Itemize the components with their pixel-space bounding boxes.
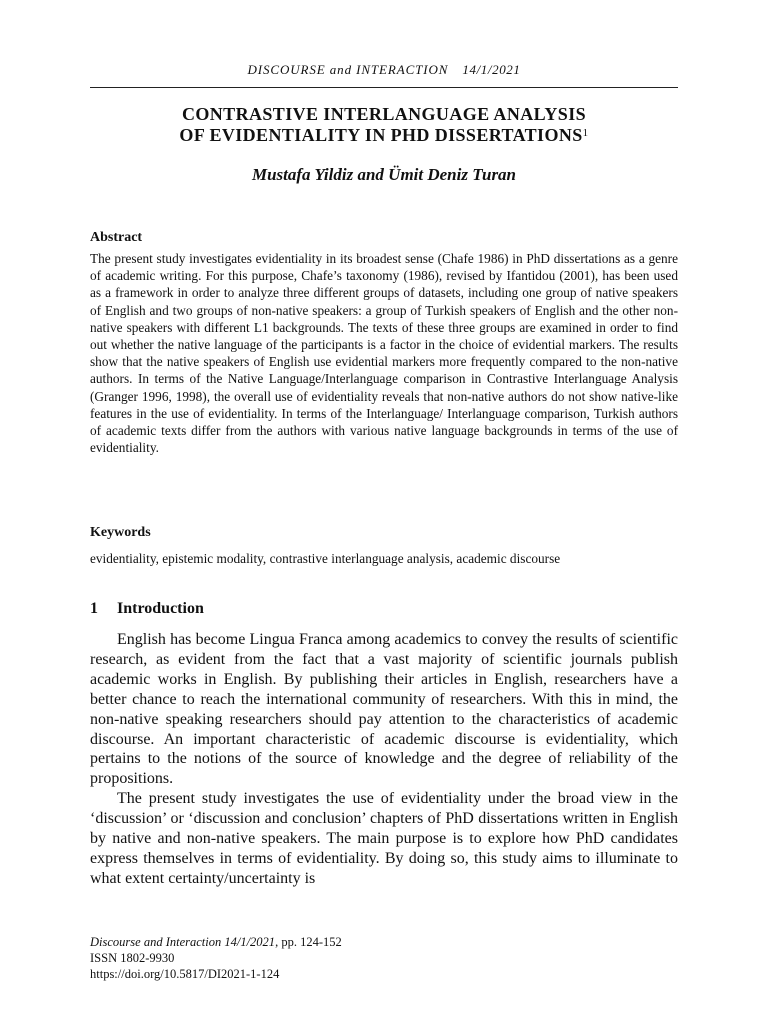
abstract-heading: Abstract bbox=[90, 230, 143, 245]
abstract-body: The present study investigates evidentiality in its broadest sense (Chafe 1986) in PhD dissertations as a genre of academic writing. For this purpose, Chafe’s taxonomy (1986), revised by Ifantidou (2001), has been used as a framework in order to analyze three different groups of datasets, including one group of native speakers of English and two groups of non-native speakers: a group of Turkish speakers of English and the other non-native speakers with different L1 backgrounds. The texts of these three groups are examined in order to find out whether the native language of the participants is a factor in the choice of evidential markers. The results show that the native speakers of English use evidential markers more frequently compared to the non-native authors. In terms of the Native Language/Interlanguage comparison in Contrastive Interlanguage Analysis (Granger 1996, 1998), the overall use of evidentiality reveals that non-native authors do not show native-like features in the use of evidentiality. In terms of the Interlanguage/ Interlanguage comparison, Turkish authors of academic texts differ from the authors with various native language backgrounds in terms of the use of evidentiality. bbox=[90, 251, 678, 456]
intro-paragraph-2: The present study investigates the use of evidentiality under the broad view in the ‘discussion’ or ‘discussion and conclusion’ chapters of PhD dissertations written in English by native and non-native speakers. The main purpose is to explore how PhD candidates express themselves in terms of evidentiality. By doing so, this study aims to illuminate to what extent certainty/uncertainty is bbox=[90, 790, 678, 887]
section-heading-introduction bbox=[90, 600, 204, 618]
header-rule bbox=[90, 87, 678, 88]
keywords-heading: Keywords bbox=[90, 525, 151, 540]
running-head-issue: 14/1/2021 bbox=[462, 62, 521, 77]
page-footer bbox=[90, 934, 678, 983]
title-line-1: CONTRASTIVE INTERLANGUAGE ANALYSIS bbox=[181, 104, 587, 124]
introduction-text bbox=[90, 630, 678, 889]
footer-doi-link[interactable]: https://doi.org/10.5817/DI2021-1-124 bbox=[90, 967, 280, 982]
footer-issn: ISSN 1802-9930 bbox=[90, 951, 175, 966]
footer-journal: Discourse and Interaction bbox=[90, 935, 222, 949]
footer-pages: , pp. 124-152 bbox=[275, 935, 342, 949]
running-head-journal: DISCOURSE and INTERACTION bbox=[247, 62, 449, 77]
footer-citation bbox=[90, 934, 678, 950]
section-title: Introduction bbox=[117, 600, 204, 617]
authors: Mustafa Yildiz and Ümit Deniz Turan bbox=[251, 165, 517, 184]
keywords-body: evidentiality, epistemic modality, contrastive interlanguage analysis, academic discourse bbox=[90, 551, 561, 566]
footer-issue: 14/1/2021 bbox=[224, 935, 276, 949]
section-number: 1 bbox=[90, 600, 98, 617]
intro-paragraph-1: English has become Lingua Franca among academics to convey the results of scientific research, as evident from the fact that a vast majority of scientific journals publish academic works in English. By publishing their articles in English, researchers have a better chance to reach the international community of researchers. With this in mind, the non-native speaking researchers should pay attention to the characteristics of academic discourse. An important characteristic of academic discourse is evidentiality, which pertains to the notions of the source of knowledge and the degree of reliability of the propositions. bbox=[90, 631, 678, 788]
title-line-2: OF EVIDENTIALITY IN PHD DISSERTATIONS bbox=[179, 125, 583, 145]
running-head bbox=[90, 62, 678, 78]
title-line-2-wrapper bbox=[90, 125, 678, 146]
article-title bbox=[90, 104, 678, 146]
article-page bbox=[90, 0, 678, 1024]
title-footnote-mark[interactable]: 1 bbox=[582, 127, 589, 139]
